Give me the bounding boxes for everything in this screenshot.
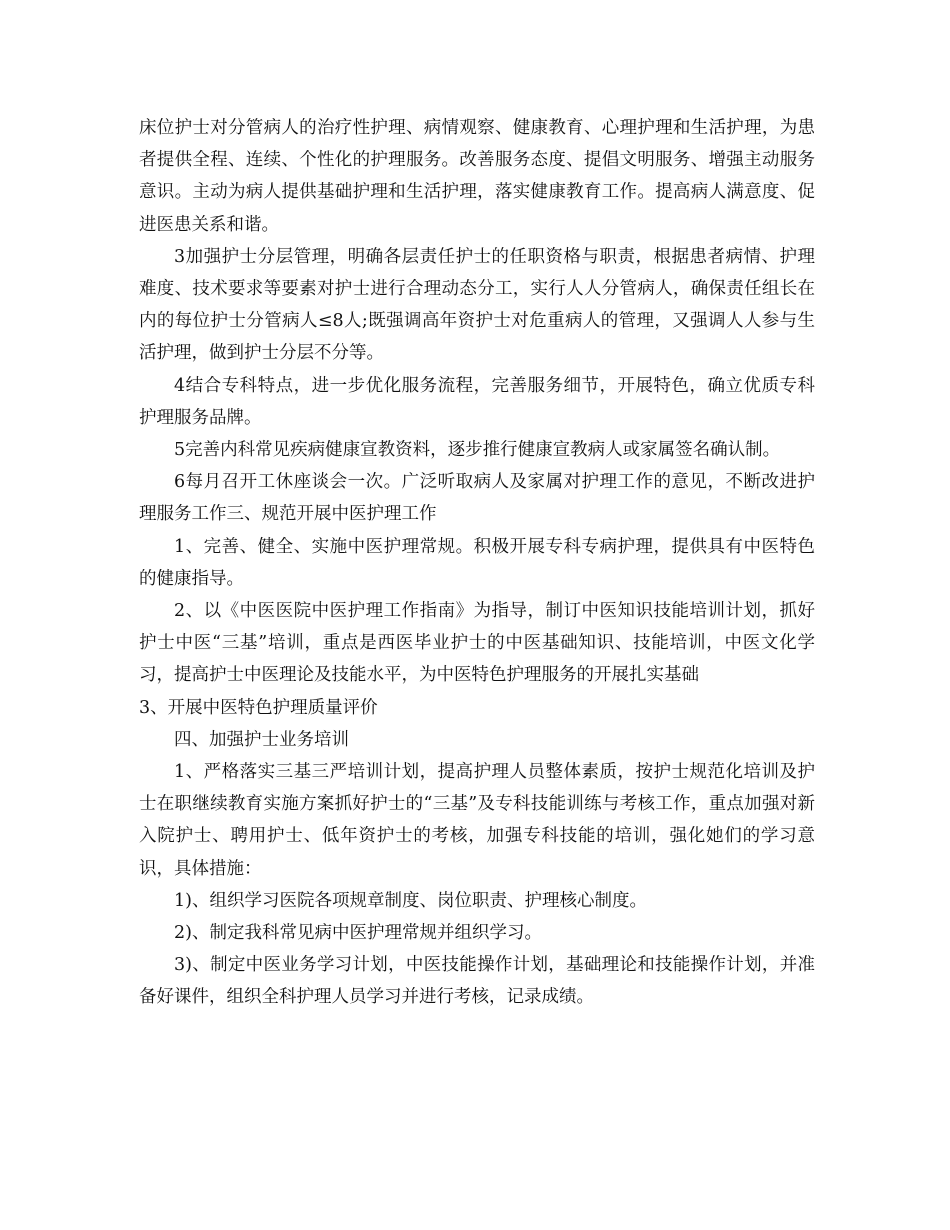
paragraph-7: 2、以《中医医院中医护理工作指南》为指导，制订中医知识技能培训计划，抓好护士中医“三基”培训，重点是西医毕业护士的中医基础知识、技能培训，中医文化学习，提高护士中医理论及技能水平，为中医特色护理服务的开展扎实基础 xyxy=(139,601,815,686)
paragraph-13: 3)、制定中医业务学习计划，中医技能操作计划，基础理论和技能操作计划，并准备好课件，组织全科护理人员学习并进行考核，记录成绩。 xyxy=(139,955,815,1008)
paragraph-6: 1、完善、健全、实施中医护理常规。积极开展专科专病护理，提供具有中医特色的健康指导。 xyxy=(139,536,815,589)
paragraph-4: 5完善内科常见疾病健康宣教资料，逐步推行健康宣教病人或家属签名确认制。 xyxy=(174,440,781,461)
document-body xyxy=(139,112,815,1014)
paragraph-2: 3加强护士分层管理，明确各层责任护士的任职资格与职责，根据患者病情、护理难度、技术要求等要素对护士进行合理动态分工，实行人人分管病人，确保责任组长在内的每位护士分管病人≤8人;既强调高年资护士对危重病人的管理，又强调人人参与生活护理，做到护士分层不分等。 xyxy=(139,246,815,364)
paragraph-8: 3、开展中医特色护理质量评价 xyxy=(139,697,378,718)
paragraph-3: 4结合专科特点，进一步优化服务流程，完善服务细节，开展特色，确立优质专科护理服务品牌。 xyxy=(139,375,815,428)
paragraph-10: 1、严格落实三基三严培训计划，提高护理人员整体素质，按护士规范化培训及护士在职继续教育实施方案抓好护士的“三基”及专科技能训练与考核工作，重点加强对新入院护士、聘用护士、低年资护士的考核，加强专科技能的培训，强化她们的学习意识，具体措施： xyxy=(139,762,815,879)
paragraph-12: 2)、制定我科常见病中医护理常规并组织学习。 xyxy=(174,923,542,944)
paragraph-5: 6每月召开工休座谈会一次。广泛听取病人及家属对护理工作的意见，不断改进护理服务工作三、规范开展中医护理工作 xyxy=(139,472,815,525)
section-heading-4: 四、加强护士业务培训 xyxy=(174,729,349,750)
paragraph-11: 1)、组织学习医院各项规章制度、岗位职责、护理核心制度。 xyxy=(174,890,647,911)
paragraph-1: 床位护士对分管病人的治疗性护理、病情观察、健康教育、心理护理和生活护理，为患者提供全程、连续、个性化的护理服务。改善服务态度、提倡文明服务、增强主动服务意识。主动为病人提供基础护理和生活护理，落实健康教育工作。提高病人满意度、促进医患关系和谐。 xyxy=(139,118,815,235)
